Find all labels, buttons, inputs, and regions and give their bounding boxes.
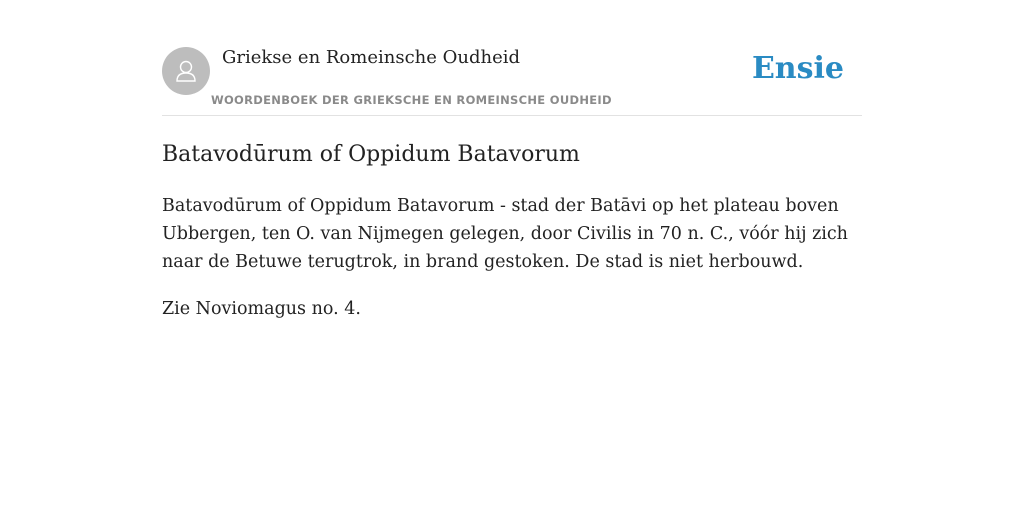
entry-paragraph: Zie Noviomagus no. 4. [162, 299, 361, 319]
entry-body [162, 192, 862, 342]
site-header [162, 47, 862, 115]
source-subtitle: WOORDENBOEK DER GRIEKSCHE EN ROMEINSCHE OUDHEID [211, 93, 612, 107]
brand-logo[interactable]: Ensie [751, 51, 844, 86]
header-divider [162, 115, 862, 116]
entry-title: Batavodūrum of Oppidum Batavorum [162, 142, 580, 167]
user-icon[interactable] [162, 47, 210, 95]
source-title[interactable]: Griekse en Romeinsche Oudheid [222, 47, 521, 68]
entry-paragraph: Batavodūrum of Oppidum Batavorum - stad der Batāvi op het plateau boven Ubbergen, ten O. van Nijmegen gelegen, door Civilis in 70 n. C., vóór hij zich naar de Betuwe terugtrok, in brand gestoken. De stad is niet herbouwd. [162, 196, 848, 272]
